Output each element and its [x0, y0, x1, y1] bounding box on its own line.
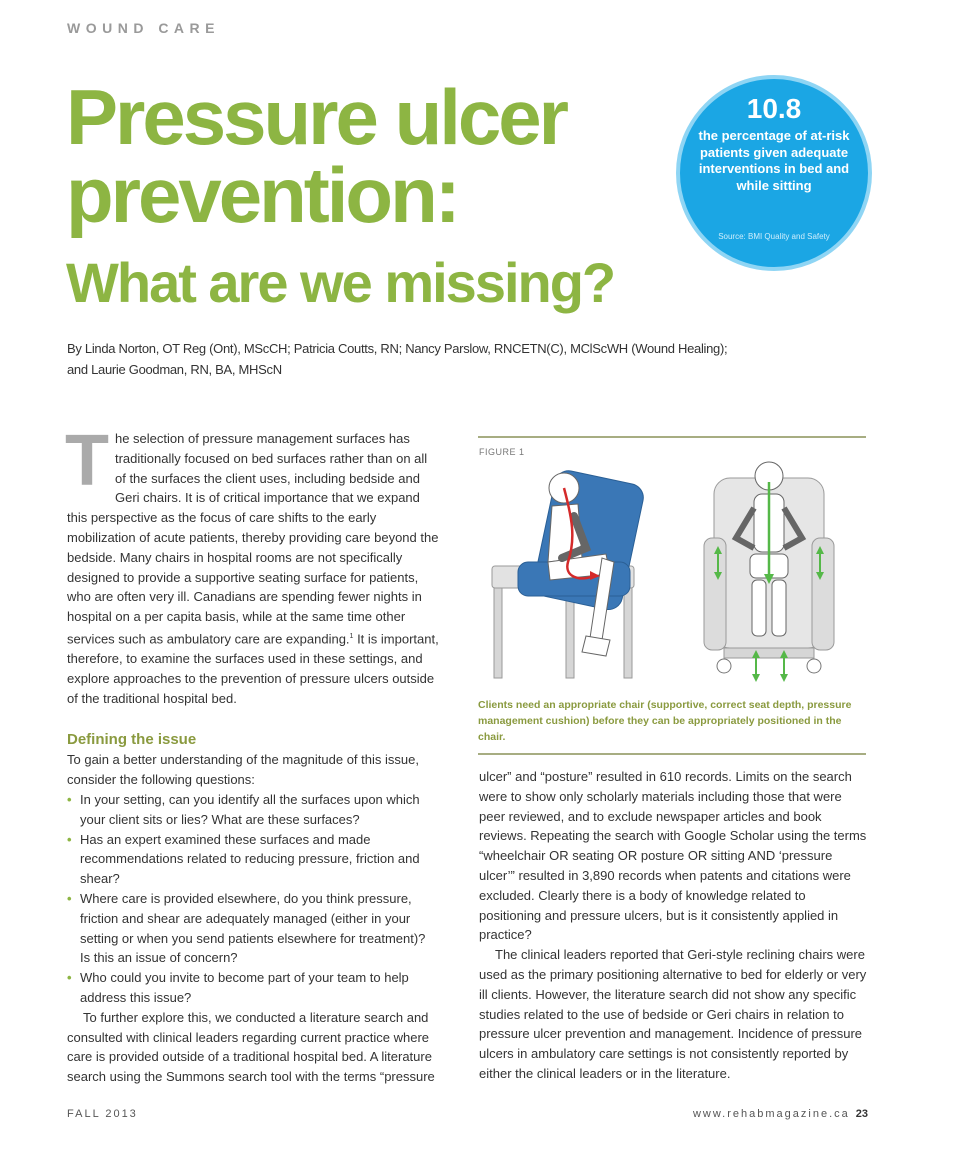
section-label: WOUND CARE	[67, 20, 220, 36]
title-line-2: prevention:	[66, 151, 458, 239]
stat-source: Source: BMI Quality and Safety	[718, 232, 830, 241]
question-list	[67, 790, 439, 1008]
paragraph: ulcer” and “posture” resulted in 610 records. Limits on the search were to show only scholarly materials including those that were peer reviewed, and to exclude newspaper articles and book reviews. Repeating the search with Google Scholar using the terms “wheelchair OR seating OR posture OR sitting AND ‘pressure ulcer’” resulted in 3,890 records when patents and citations were excluded. Clearly there is a body of knowledge related to positioning and pressure ulcers, but is it consistently applied in practice?	[479, 769, 867, 943]
front-view-geri-chair	[704, 462, 834, 682]
byline-line-1: By Linda Norton, OT Reg (Ont), MScCH; Patricia Coutts, RN; Nancy Parslow, RNCETN(C), MClScWH (Wound Healing);	[67, 341, 728, 356]
stat-description: the percentage of at-risk patients given adequate interventions in bed and while sitting	[698, 128, 850, 193]
section-heading: Defining the issue	[67, 731, 197, 749]
byline	[67, 338, 767, 380]
lead-paragraph: To gain a better understanding of the magnitude of this issue, consider the following questions:	[67, 752, 419, 788]
figure-illustration	[478, 458, 866, 693]
figure-caption: Clients need an appropriate chair (supportive, correct seat depth, pressure management cushion) before they can be appropriately positioned in the chair.	[478, 699, 852, 744]
figure-rule-bottom	[478, 753, 866, 755]
footer-issue: FALL 2013	[67, 1108, 138, 1120]
list-item: • Where care is provided elsewhere, do you think pressure, friction and shear are adequately managed (either in your setting or when you send patients elsewhere for treatment)? Is this an issue of concern?	[67, 889, 439, 968]
footer-site	[693, 1108, 868, 1120]
figure-label: FIGURE 1	[479, 447, 525, 457]
title-line-1: Pressure ulcer	[66, 73, 567, 161]
closing-paragraph: To further explore this, we conducted a literature search and consulted with clinical leaders regarding current practice where care is provided outside of a traditional hospital bed. A literature search using the Summons search tool with the terms “pressure	[67, 1009, 435, 1085]
footer-url: www.rehabmagazine.ca	[692, 1108, 850, 1120]
intro-text-end: It is important, therefore, to examine the surfaces used in these settings, and explore approaches to the prevention of pressure ulcers outside of the traditional hospital bed.	[67, 631, 439, 706]
article-title	[66, 73, 567, 239]
list-item: • In your setting, can you identify all the surfaces upon which your client sits or lies? What are these surfaces?	[67, 790, 439, 830]
stat-number: 10.8	[746, 93, 802, 124]
page-number: 23	[855, 1108, 868, 1120]
list-item: • Who could you invite to become part of your team to help address this issue?	[67, 968, 439, 1008]
column-right	[479, 767, 867, 1084]
side-view-chair	[492, 468, 646, 678]
paragraph: The clinical leaders reported that Geri-style reclining chairs were used as the primary positioning alternative to bed for elderly or very ill clients. However, the literature search did not show any specific studies related to the use of bedside or Geri chairs in relation to pressure ulcer prevention and management. Incidence of pressure ulcers in ambulatory care settings is not consistently reported by either the clinical leaders or in the literature.	[479, 947, 867, 1081]
figure-rule-top	[478, 436, 866, 438]
intro-text: he selection of pressure management surfaces has traditionally focused on bed surfaces rather than on all of the surfaces the client uses, including bedside and Geri chairs. It is of critical importance that we expand this perspective as the focus of care shifts to the early mobilization of acute patients, thereby providing care beyond the bedside. Many chairs in hospital rooms are not specifically designed to provide a supportive seating surface for patients, who are often very ill. Canadians are spending fewer nights in hospital on a per capita basis, while at the same time other services such as ambulatory care are expanding.	[67, 431, 439, 647]
column-left	[65, 421, 439, 1087]
list-item: • Has an expert examined these surfaces and made recommendations related to reducing pressure, friction and shear?	[67, 830, 439, 889]
byline-line-2: and Laurie Goodman, RN, BA, MHScN	[67, 362, 282, 377]
drop-cap: T	[65, 421, 109, 501]
intro-paragraph	[65, 421, 439, 708]
article-subtitle: What are we missing?	[66, 251, 615, 314]
footnote-ref: 1	[349, 632, 354, 640]
stat-callout	[676, 75, 872, 271]
